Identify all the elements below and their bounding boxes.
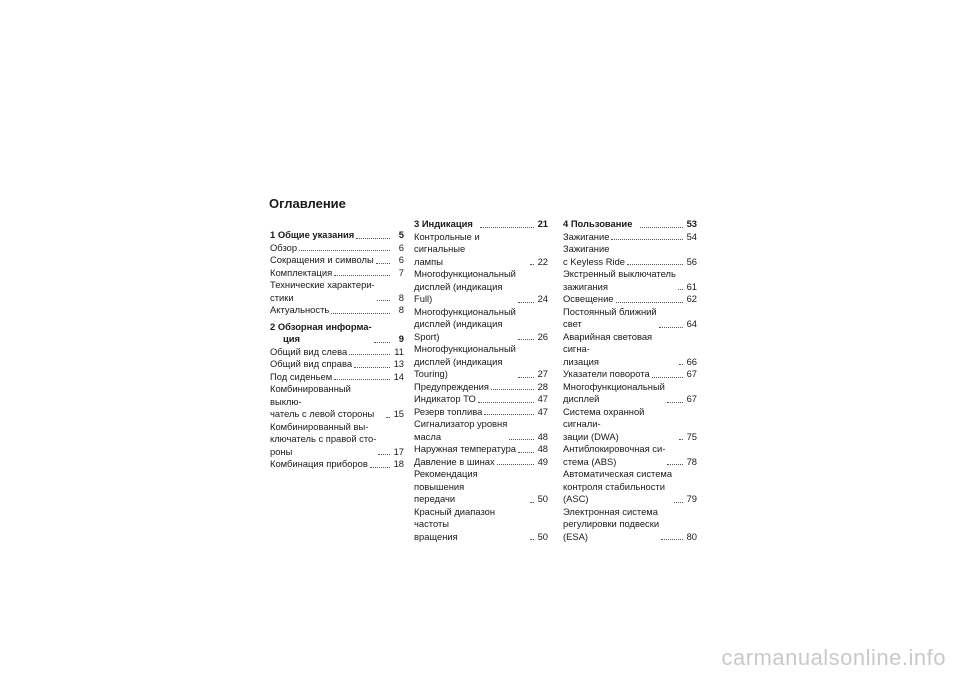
toc-entry[interactable] bbox=[563, 331, 697, 369]
toc-entry-text: Давление в шинах bbox=[414, 455, 495, 467]
toc-entry-text: Многофункциональный дисплей (индикация Touring) bbox=[414, 343, 516, 379]
chapter-heading[interactable] bbox=[563, 218, 697, 231]
toc-entry-text: Антиблокировочная си- стема (ABS) bbox=[563, 443, 666, 467]
toc-entry-page-number: 27 bbox=[537, 368, 548, 379]
toc-entry[interactable] bbox=[414, 506, 548, 544]
toc-entry-text: Комбинированный вы- ключатель с правой сто- роны bbox=[270, 420, 377, 457]
toc-entry[interactable] bbox=[414, 231, 548, 269]
toc-entry-page-number: 17 bbox=[393, 445, 404, 457]
leader-dots bbox=[386, 417, 390, 418]
toc-entry-page-number: 80 bbox=[686, 530, 697, 542]
chapter-page-number: 5 bbox=[398, 229, 404, 240]
toc-entry[interactable] bbox=[563, 468, 697, 506]
chapter-page-number: 21 bbox=[537, 218, 548, 229]
leader-dots bbox=[667, 402, 683, 403]
toc-entry-page-number: 64 bbox=[686, 318, 697, 329]
toc-entry[interactable] bbox=[270, 267, 404, 280]
leader-dots bbox=[509, 439, 534, 440]
toc-entry-text: Автоматическая система контроля стабильности (ASC) bbox=[563, 468, 673, 504]
leader-dots bbox=[484, 414, 534, 415]
toc-entry-text: Зажигание с Keyless Ride bbox=[563, 243, 626, 267]
leader-dots bbox=[530, 539, 534, 540]
page-title: Оглавление bbox=[269, 196, 346, 211]
chapter-page-number: 53 bbox=[686, 218, 697, 229]
toc-entry-text: Освещение bbox=[563, 293, 614, 304]
toc-entry[interactable] bbox=[563, 306, 697, 331]
toc-column-2 bbox=[414, 218, 548, 543]
toc-entry-page-number: 11 bbox=[394, 345, 404, 357]
toc-entry[interactable] bbox=[414, 456, 548, 469]
toc-entry[interactable] bbox=[414, 418, 548, 443]
chapter-heading[interactable] bbox=[270, 321, 404, 346]
toc-entry-page-number: 13 bbox=[393, 358, 404, 369]
leader-dots bbox=[518, 302, 534, 303]
leader-dots bbox=[679, 439, 683, 440]
toc-entry-text: Резерв топлива bbox=[414, 405, 483, 417]
chapter-heading-text: 2 Обзорная информа- ция bbox=[270, 320, 372, 344]
toc-entry-text: Указатели поворота bbox=[563, 368, 650, 379]
toc-entry-text: Общий вид справа bbox=[270, 358, 353, 369]
toc-entry-page-number: 78 bbox=[686, 455, 697, 467]
toc-entry-page-number: 6 bbox=[398, 241, 404, 253]
toc-entry-text: Электронная система регулировки подвески (ESA) bbox=[563, 505, 660, 542]
leader-dots bbox=[530, 264, 534, 265]
toc-entry-page-number: 48 bbox=[537, 443, 548, 454]
toc-entry-page-number: 61 bbox=[686, 280, 697, 292]
toc-entry-page-number: 7 bbox=[398, 266, 404, 278]
toc-entry-page-number: 67 bbox=[686, 368, 697, 379]
toc-entry-page-number: 50 bbox=[537, 530, 548, 542]
toc-entry-text: Многофункциональный дисплей (индикация Sport) bbox=[414, 305, 516, 342]
chapter-heading[interactable] bbox=[270, 229, 404, 242]
leader-dots bbox=[530, 502, 534, 503]
toc-entry[interactable] bbox=[563, 368, 697, 381]
leader-dots bbox=[374, 342, 390, 343]
toc-entry-page-number: 8 bbox=[398, 291, 404, 303]
leader-dots bbox=[299, 250, 390, 251]
toc-entry-page-number: 79 bbox=[686, 493, 697, 504]
toc-entry-page-number: 14 bbox=[393, 370, 404, 382]
leader-dots bbox=[518, 377, 534, 378]
toc-entry-page-number: 18 bbox=[393, 458, 404, 469]
toc-entry[interactable] bbox=[270, 279, 404, 304]
toc-entry[interactable] bbox=[563, 443, 697, 468]
toc-entry[interactable] bbox=[414, 393, 548, 406]
toc-entry-text: Многофункциональный дисплей bbox=[563, 380, 665, 404]
toc-entry-text: Аварийная световая сигна- лизация bbox=[563, 330, 653, 367]
leader-dots bbox=[480, 227, 534, 228]
toc-entry[interactable] bbox=[270, 383, 404, 421]
toc-entry-page-number: 49 bbox=[537, 455, 548, 467]
toc-entry[interactable] bbox=[563, 293, 697, 306]
toc-entry-text: Комплектация bbox=[270, 266, 333, 278]
leader-dots bbox=[661, 539, 683, 540]
toc-entry-page-number: 50 bbox=[537, 493, 548, 504]
toc-entry[interactable] bbox=[270, 242, 404, 255]
toc-entry-page-number: 24 bbox=[537, 293, 548, 304]
leader-dots bbox=[674, 502, 683, 503]
toc-entry-page-number: 8 bbox=[398, 304, 404, 315]
toc-entry[interactable] bbox=[270, 254, 404, 267]
toc-entry-page-number: 22 bbox=[537, 255, 548, 267]
leader-dots bbox=[377, 300, 390, 301]
toc-entry-page-number: 6 bbox=[398, 254, 404, 265]
toc-entry-text: Красный диапазон частоты вращения bbox=[414, 505, 496, 542]
toc-entry-text: Многофункциональный дисплей (индикация Full) bbox=[414, 268, 516, 304]
leader-dots bbox=[370, 467, 390, 468]
leader-dots bbox=[376, 263, 390, 264]
toc-entry[interactable] bbox=[414, 268, 548, 306]
toc-entry[interactable] bbox=[563, 243, 697, 268]
toc-entry-text: Предупреждения bbox=[414, 380, 489, 392]
toc-entry[interactable] bbox=[414, 343, 548, 381]
toc-entry-text: Актуальность bbox=[270, 304, 330, 315]
toc-entry-text: Под сиденьем bbox=[270, 370, 333, 382]
toc-entry[interactable] bbox=[270, 421, 404, 459]
toc-entry-page-number: 47 bbox=[537, 393, 548, 404]
chapter-page-number: 9 bbox=[398, 333, 404, 344]
toc-entry-page-number: 47 bbox=[537, 405, 548, 417]
leader-dots bbox=[349, 354, 390, 355]
toc-entry-page-number: 26 bbox=[537, 330, 548, 342]
toc-entry[interactable] bbox=[563, 381, 697, 406]
toc-entry-page-number: 56 bbox=[686, 255, 697, 267]
toc-entry-text: Зажигание bbox=[563, 230, 610, 242]
toc-entry[interactable] bbox=[414, 406, 548, 419]
leader-dots bbox=[678, 289, 683, 290]
toc-entry[interactable] bbox=[563, 231, 697, 244]
chapter-heading-text: 1 Общие указания bbox=[270, 229, 355, 240]
toc-entry[interactable] bbox=[563, 268, 697, 293]
leader-dots bbox=[518, 452, 534, 453]
leader-dots bbox=[627, 264, 683, 265]
chapter-heading-text: 4 Пользование bbox=[563, 218, 633, 229]
toc-entry-page-number: 54 bbox=[686, 230, 697, 242]
watermark-text: carmanualsonline.info bbox=[721, 645, 946, 670]
toc-column-1 bbox=[270, 229, 404, 471]
toc-entry-page-number: 62 bbox=[686, 293, 697, 304]
toc-entry-text: Технические характери- стики bbox=[270, 279, 375, 303]
leader-dots bbox=[497, 464, 534, 465]
toc-entry-text: Комбинация приборов bbox=[270, 458, 368, 469]
toc-entry-text: Рекомендация повышения передачи bbox=[414, 468, 478, 504]
toc-column-3 bbox=[563, 218, 697, 543]
leader-dots bbox=[354, 367, 390, 368]
toc-entry-text: Постоянный ближний свет bbox=[563, 305, 657, 329]
leader-dots bbox=[334, 275, 390, 276]
toc-entry[interactable] bbox=[563, 506, 697, 544]
chapter-heading[interactable] bbox=[414, 218, 548, 231]
leader-dots bbox=[334, 379, 390, 380]
toc-entry[interactable] bbox=[414, 468, 548, 506]
toc-entry-page-number: 75 bbox=[686, 430, 697, 442]
toc-entry[interactable] bbox=[270, 371, 404, 384]
chapter-heading-text: 3 Индикация bbox=[414, 218, 473, 229]
toc-entry-page-number: 28 bbox=[537, 380, 548, 392]
leader-dots bbox=[356, 238, 390, 239]
leader-dots bbox=[616, 302, 683, 303]
toc-entry[interactable] bbox=[270, 304, 404, 317]
toc-entry[interactable] bbox=[270, 358, 404, 371]
toc-entry-text: Комбинированный выклю- чатель с левой стороны bbox=[270, 383, 375, 419]
toc-entry-text: Обзор bbox=[270, 241, 298, 253]
leader-dots bbox=[611, 239, 683, 240]
toc-entry[interactable] bbox=[270, 346, 404, 359]
toc-entry[interactable] bbox=[563, 406, 697, 444]
toc-entry-page-number: 66 bbox=[686, 355, 697, 367]
leader-dots bbox=[478, 402, 534, 403]
toc-entry[interactable] bbox=[414, 381, 548, 394]
toc-entry[interactable] bbox=[270, 458, 404, 471]
toc-entry-text: Общий вид слева bbox=[270, 345, 348, 357]
toc-entry-text: Экстренный выключатель зажигания bbox=[563, 268, 676, 292]
leader-dots bbox=[491, 389, 534, 390]
toc-entry-page-number: 48 bbox=[537, 430, 548, 442]
leader-dots bbox=[667, 464, 683, 465]
leader-dots bbox=[518, 339, 534, 340]
toc-entry[interactable] bbox=[414, 306, 548, 344]
toc-entry-text: Сокращения и символы bbox=[270, 254, 374, 265]
leader-dots bbox=[679, 364, 683, 365]
leader-dots bbox=[652, 377, 683, 378]
toc-entry-text: Система охранной сигнали- зации (DWA) bbox=[563, 405, 645, 442]
toc-entry-text: Сигнализатор уровня масла bbox=[414, 418, 508, 442]
leader-dots bbox=[378, 454, 390, 455]
toc-entry-text: Наружная температура bbox=[414, 443, 516, 454]
toc-entry[interactable] bbox=[414, 443, 548, 456]
leader-dots bbox=[659, 327, 683, 328]
toc-entry-page-number: 15 bbox=[393, 408, 404, 419]
toc-entry-text: Контрольные и сигнальные лампы bbox=[414, 230, 480, 267]
toc-entry-page-number: 67 bbox=[686, 393, 697, 404]
toc-entry-text: Индикатор ТО bbox=[414, 393, 476, 404]
leader-dots bbox=[640, 227, 683, 228]
leader-dots bbox=[331, 313, 390, 314]
